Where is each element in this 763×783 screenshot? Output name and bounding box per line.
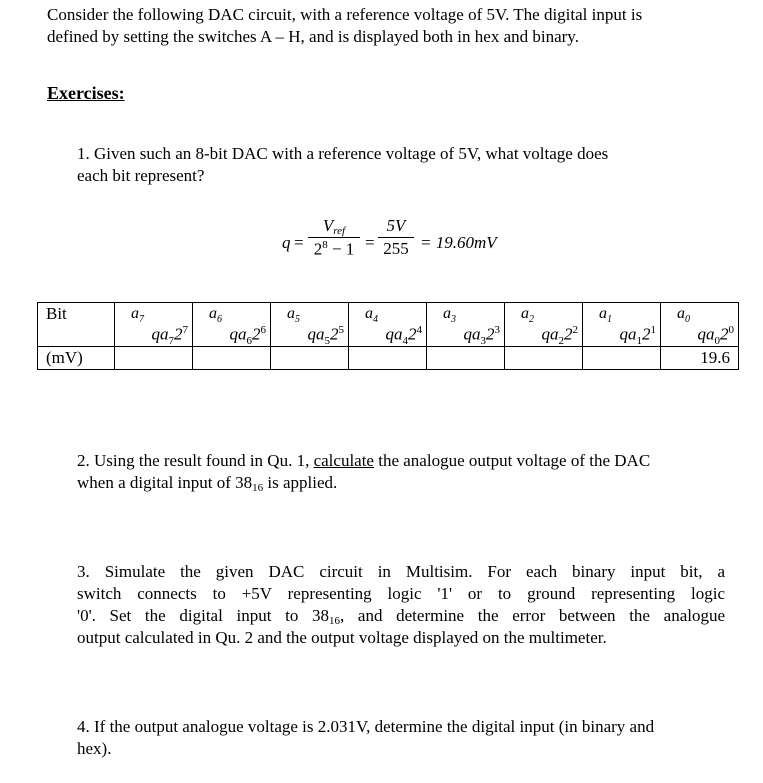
question-4-line-2: hex). <box>77 739 112 758</box>
quantization-formula <box>282 216 522 276</box>
table-bit-2: $a_2$ $qa_22^2$ <box>505 303 583 347</box>
question-3-line-1: 3. Simulate the given DAC circuit in Multisim. For each binary input bit, a <box>77 562 725 581</box>
table-mv-1 <box>583 347 661 370</box>
formula-den-rest: − 1 <box>327 239 355 259</box>
formula-5v: 5V <box>378 216 414 238</box>
table-label-mv: (mV) <box>46 348 83 367</box>
table-mv-4 <box>349 347 427 370</box>
question-3-line-3: '0'. Set the digital input to $38_{16}$, and determine the error between the analogue <box>77 606 726 627</box>
table-bit-5: $a_5$ $qa_52^5$ <box>271 303 349 347</box>
formula-den-exponent: 8 <box>322 239 328 251</box>
formula-255: 255 <box>383 239 409 258</box>
table-bit-4: $a_4$ $qa_42^4$ <box>349 303 427 347</box>
table-mv-5 <box>271 347 349 370</box>
table-label-bit-cell <box>38 303 115 347</box>
formula-equals-1: = <box>294 233 304 252</box>
question-2-line-2: when a digital input of $38_{16}$ is applied. <box>77 473 338 494</box>
formula-vref-sub: ref <box>333 225 346 237</box>
question-1-line-2: each bit represent? <box>77 166 205 185</box>
formula-equals-2: = <box>365 233 375 252</box>
table-bit-1: $a_1$ $qa_12^1$ <box>583 303 661 347</box>
table-bit-3: $a_3$ $qa_32^3$ <box>427 303 505 347</box>
formula-fraction-1 <box>308 216 360 260</box>
question-2-line-1: 2. Using the result found in Qu. 1, calculate the analogue output voltage of the DAC <box>77 451 651 470</box>
formula-fraction-2 <box>378 216 414 259</box>
table-mv-3 <box>427 347 505 370</box>
question-3-line-4: output calculated in Qu. 2 and the output voltage displayed on the multimeter. <box>77 628 607 647</box>
table-mv-7 <box>115 347 193 370</box>
formula-result: = 19.60mV <box>420 233 497 252</box>
table-label-bit: Bit <box>46 304 67 323</box>
calculate-word: calculate <box>313 451 374 470</box>
table-bit-6: $a_6$ $qa_62^6$ <box>193 303 271 347</box>
formula-vref: V <box>322 216 334 235</box>
table-mv-0: 19.6 <box>661 347 739 370</box>
exercises-heading: Exercises: <box>47 83 125 103</box>
question-1-line-1: 1. Given such an 8-bit DAC with a reference voltage of 5V, what voltage does <box>77 144 609 163</box>
question-3-line-2: switch connects to +5V representing logic '1' or to ground representing logic <box>77 584 725 603</box>
formula-lhs: q <box>282 233 291 252</box>
intro-line-2: defined by setting the switches A – H, and is displayed both in hex and binary. <box>47 27 579 46</box>
table-mv-6 <box>193 347 271 370</box>
formula-den-base: 2 <box>313 239 323 259</box>
table-bit-7: $a_7$ $qa_72^7$ <box>115 303 193 347</box>
bit-weight-table <box>37 302 739 370</box>
table-bit-0: $a_0$ $qa_02^0$ <box>661 303 739 347</box>
intro-line-1: Consider the following DAC circuit, with a reference voltage of 5V. The digital input is <box>47 5 643 24</box>
question-4-line-1: 4. If the output analogue voltage is 2.031V, determine the digital input (in binary and <box>77 717 655 736</box>
table-mv-2 <box>505 347 583 370</box>
table-label-mv-cell <box>38 347 115 370</box>
